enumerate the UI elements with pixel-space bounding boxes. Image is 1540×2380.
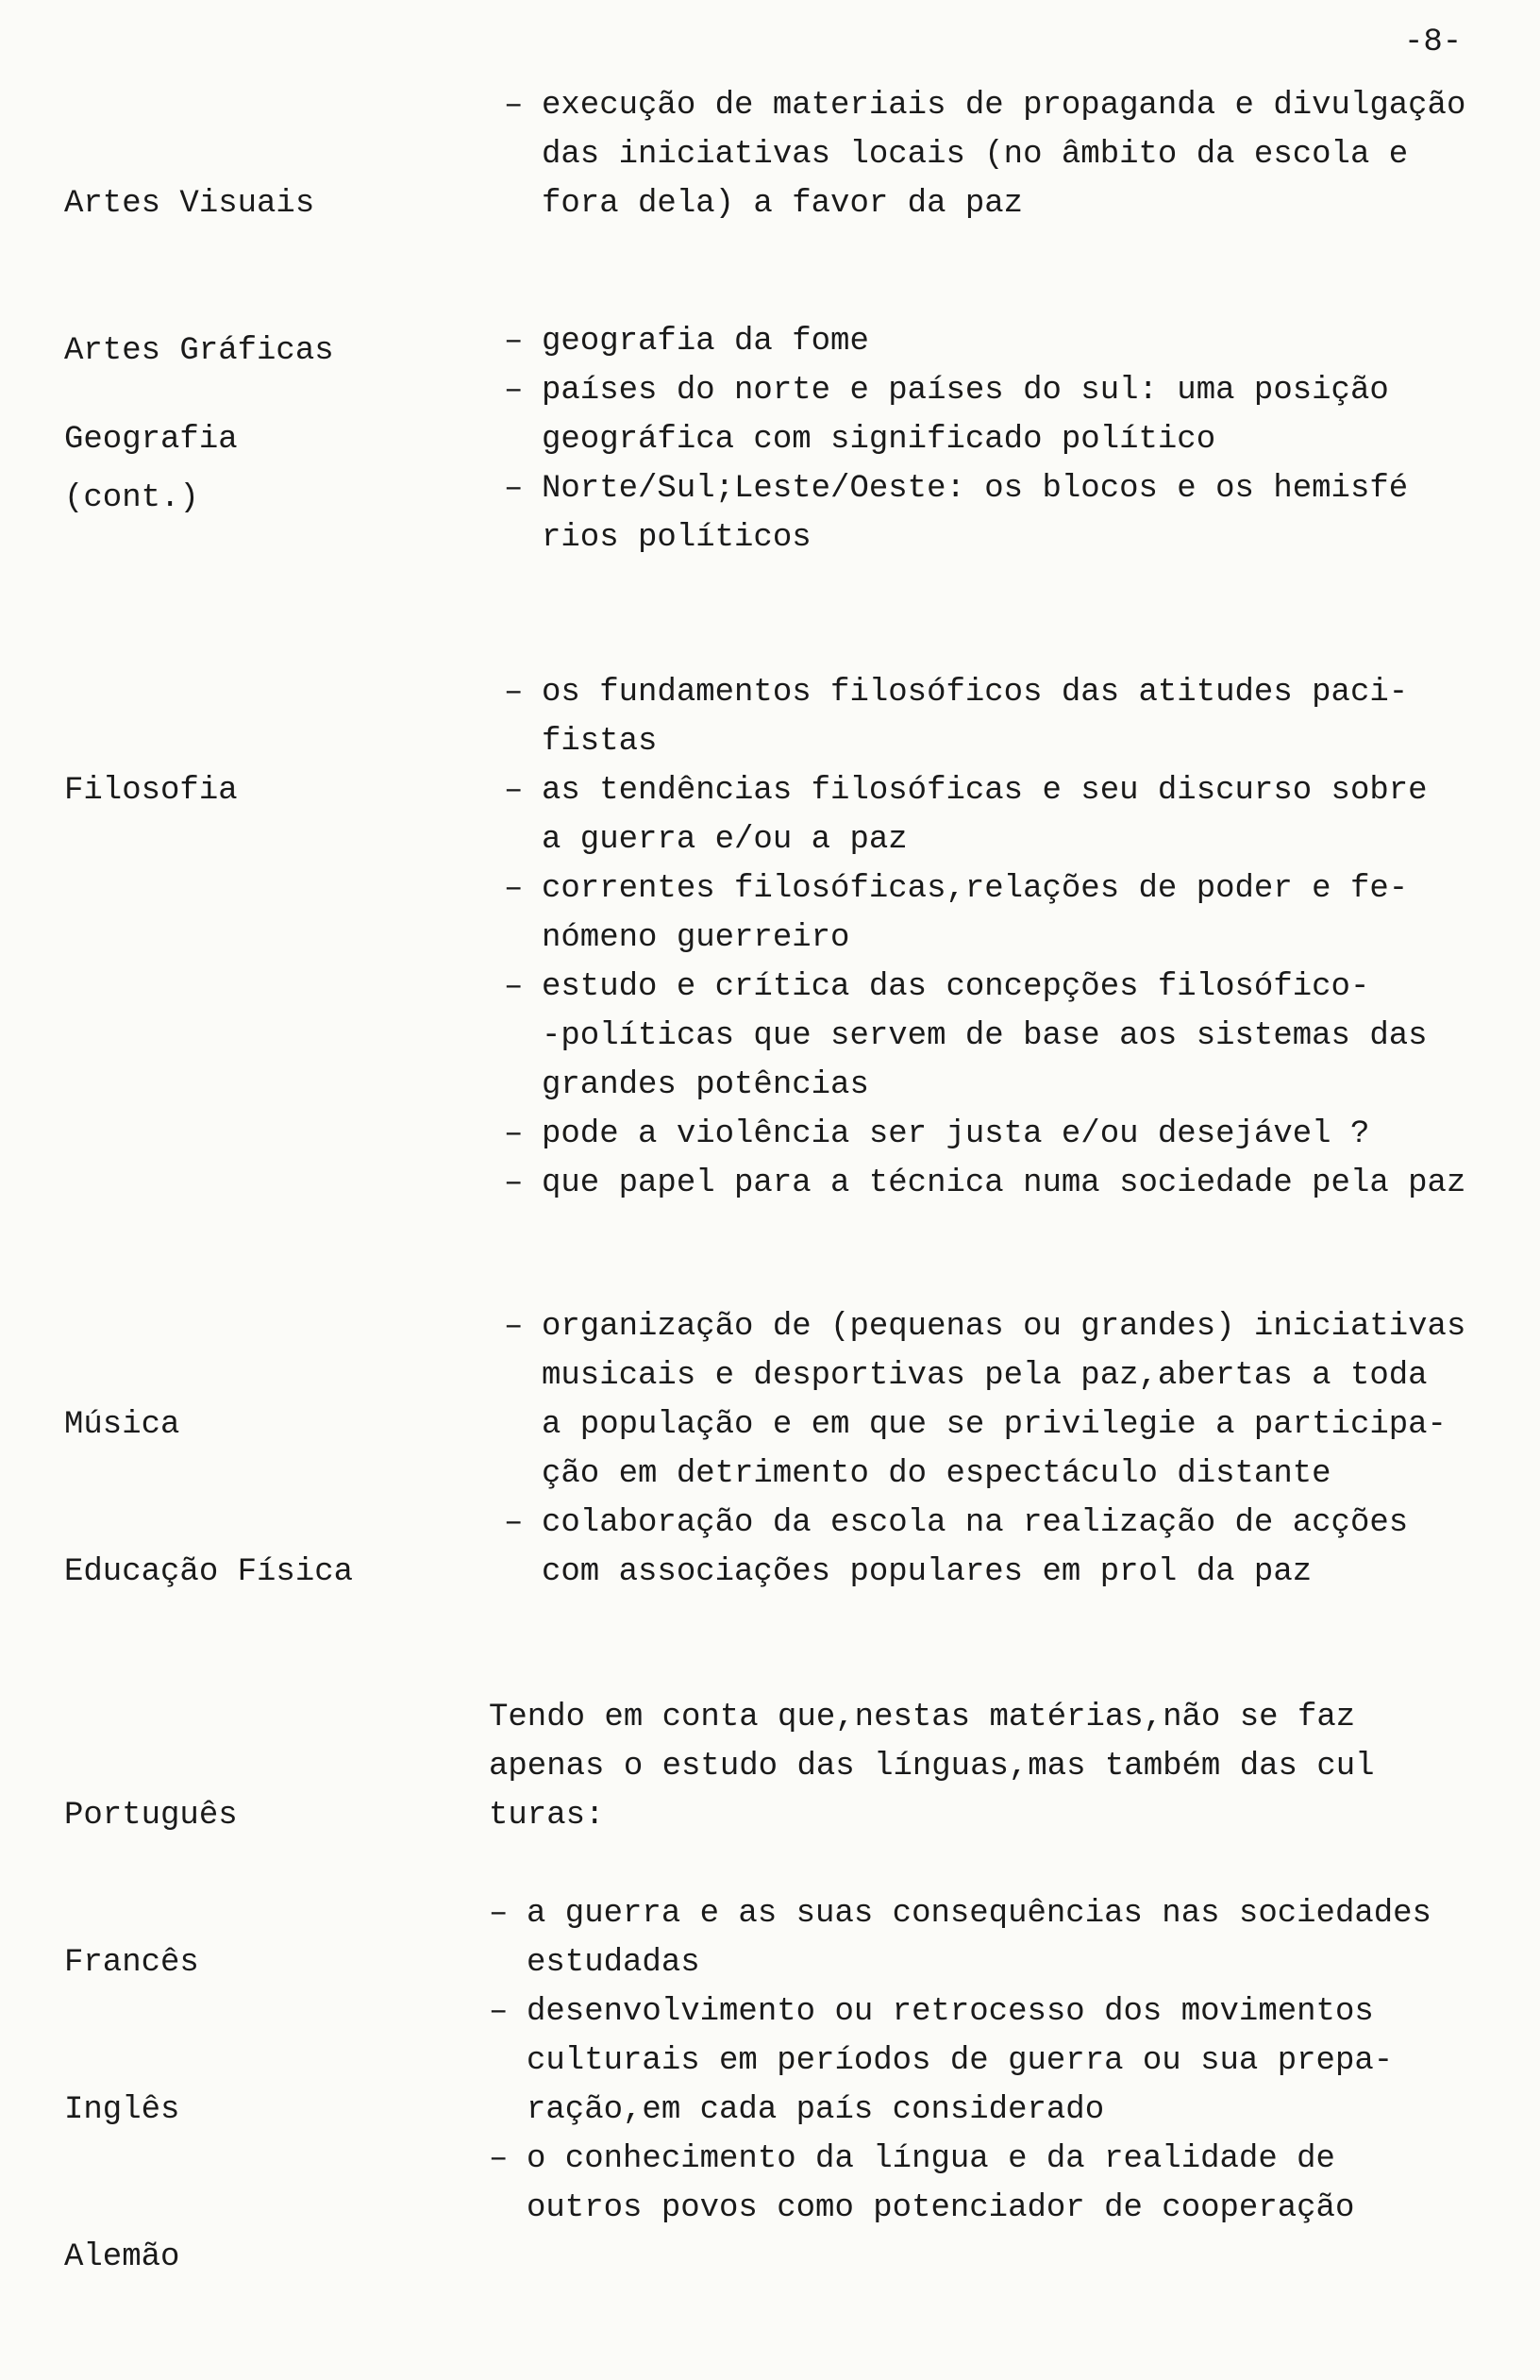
subject-list [64, 668, 238, 913]
subject-label: Alemão [64, 2239, 180, 2275]
subject-list [64, 317, 238, 562]
dash-marker: – [504, 373, 524, 409]
list-item [504, 668, 1523, 766]
subject-label: Geografia [64, 422, 238, 458]
list-item [489, 1889, 1508, 1987]
subject-label: Português [64, 1798, 238, 1834]
page-number: -8- [1404, 25, 1463, 60]
subject-list [64, 1302, 353, 1695]
item-text: pode a violência ser justa e/ou desejável ? [542, 1116, 1370, 1152]
item-text: a guerra e as suas consequências nas sociedades estudadas [527, 1896, 1431, 1981]
list-item [504, 1302, 1523, 1499]
content-block [504, 1302, 1523, 1597]
subject-label: Inglês [64, 2092, 180, 2128]
dash-marker: – [504, 1505, 524, 1541]
item-text: estudo e crítica das concepções filosófico- -políticas que servem de base aos sistemas das grandes potências [542, 969, 1428, 1103]
list-item [504, 864, 1523, 963]
list-item [504, 366, 1523, 464]
subject-label: Música [64, 1407, 180, 1443]
dash-marker: – [504, 773, 524, 809]
dash-marker: – [504, 1116, 524, 1152]
content-block [504, 668, 1523, 1208]
dash-marker: – [504, 675, 524, 711]
list-item [504, 464, 1523, 562]
item-text: desenvolvimento ou retrocesso dos movimentos culturais em períodos de guerra ou sua prepa- ração,em cada país considerado [527, 1994, 1394, 2128]
item-text: o conhecimento da língua e da realidade de outros povos como potenciador de cooperação [527, 2141, 1355, 2226]
content-block [504, 317, 1523, 562]
dash-marker: – [504, 1165, 524, 1201]
item-text: Norte/Sul;Leste/Oeste: os blocos e os hemisfé rios políticos [542, 471, 1409, 556]
list-item [504, 317, 1523, 366]
dash-marker: – [504, 324, 524, 360]
content-block [489, 1693, 1508, 2233]
subject-list [64, 1693, 238, 2380]
subject-label: Artes Gráficas [64, 333, 334, 369]
item-text: países do norte e países do sul: uma posição geográfica com significado político [542, 373, 1389, 458]
list-item [504, 766, 1523, 864]
item-text: as tendências filosóficas e seu discurso sobre a guerra e/ou a paz [542, 773, 1428, 858]
item-text: organização de (pequenas ou grandes) iniciativas musicais e desportivas pela paz,abertas a toda a população e em que se privilegie a participa- ção em detrimento do espectáculo distante [542, 1309, 1466, 1492]
item-text: colaboração da escola na realização de acções com associações populares em prol da paz [542, 1505, 1409, 1590]
dash-marker: – [489, 1896, 509, 1932]
dash-marker: – [504, 88, 524, 124]
dash-marker: – [504, 969, 524, 1005]
dash-marker: – [489, 2141, 509, 2177]
subject-label: Educação Física [64, 1554, 354, 1590]
list-item [489, 2135, 1508, 2233]
subject-label: Filosofia [64, 773, 238, 809]
item-text: execução de materiais de propaganda e divulgação das iniciativas locais (no âmbito da escola e fora dela) a favor da paz [542, 88, 1466, 222]
list-item [504, 1110, 1523, 1159]
subject-label: Artes Visuais [64, 186, 315, 222]
item-text: geografia da fome [542, 324, 869, 360]
dash-marker: – [504, 871, 524, 907]
dash-marker: – [504, 471, 524, 507]
dash-marker: – [489, 1994, 509, 2030]
list-item [504, 1159, 1523, 1208]
intro-paragraph: Tendo em conta que,nestas matérias,não se faz apenas o estudo das línguas,mas também das cul turas: [489, 1700, 1375, 1834]
item-text: os fundamentos filosóficos das atitudes paci- fistas [542, 675, 1409, 760]
list-item [504, 81, 1523, 228]
subject-label: (cont.) [64, 480, 199, 516]
list-item [504, 963, 1523, 1110]
list-item [489, 1987, 1508, 2135]
list-item [504, 1499, 1523, 1597]
subject-label: Francês [64, 1945, 199, 1981]
item-text: correntes filosóficas,relações de poder e fe- nómeno guerreiro [542, 871, 1409, 956]
dash-marker: – [504, 1309, 524, 1345]
content-block [504, 81, 1523, 228]
item-text: que papel para a técnica numa sociedade pela paz [542, 1165, 1466, 1201]
